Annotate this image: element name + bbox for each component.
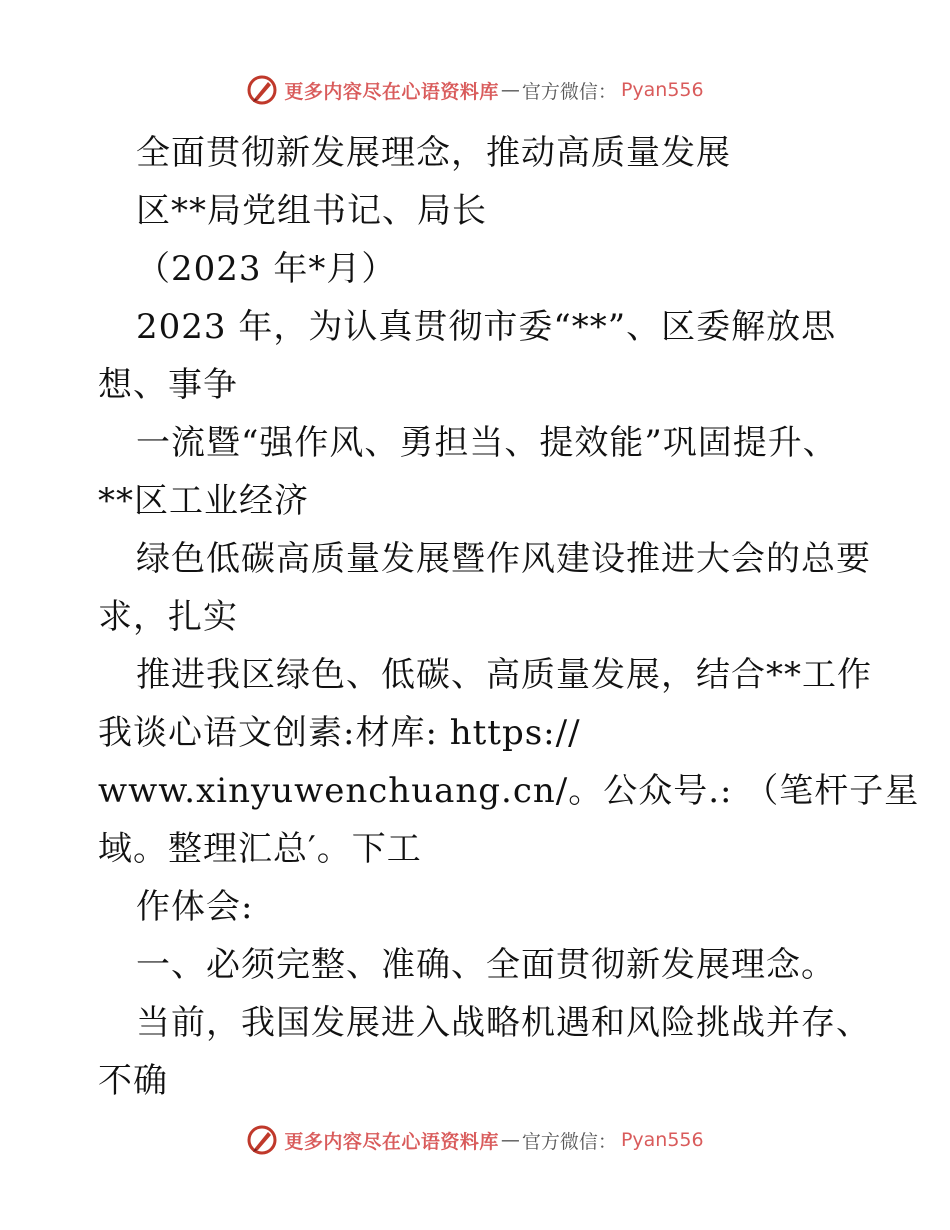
text-line: 我谈心语文创素:材库: https:// bbox=[98, 713, 581, 753]
watermark-text: 更多内容尽在心语资料库 bbox=[284, 80, 499, 103]
text-line: 一流暨“强作风、勇担当、提效能”巩固提升、 bbox=[136, 423, 838, 463]
text-line: www.xinyuwenchuang.cn/。公众号.: （笔杆子星 bbox=[98, 771, 920, 811]
text-line: （2023 年*月） bbox=[136, 249, 397, 289]
text-line: **区工业经济 bbox=[98, 481, 309, 521]
text-line: 推进我区绿色、低碳、高质量发展，结合**工作 bbox=[136, 655, 872, 695]
text-line: 域。整理汇总′。下工 bbox=[98, 829, 422, 869]
text-line: 全面贯彻新发展理念，推动高质量发展 bbox=[136, 133, 731, 173]
text-line: 作体会: bbox=[136, 887, 254, 927]
watermark-separator: — bbox=[500, 1129, 520, 1151]
text-line: 当前，我国发展进入战略机遇和风险挑战并存、 bbox=[136, 1003, 871, 1043]
text-line: 一、必须完整、准确、全面贯彻新发展理念。 bbox=[136, 945, 836, 985]
footer-watermark bbox=[0, 1120, 950, 1160]
watermark-wechat-id: Pyan556 bbox=[620, 1129, 704, 1151]
watermark-text: 更多内容尽在心语资料库 bbox=[284, 1130, 499, 1153]
watermark-wechat-id: Pyan556 bbox=[620, 79, 704, 101]
header-watermark bbox=[0, 70, 950, 110]
document-body bbox=[98, 124, 920, 1110]
pen-logo-icon bbox=[246, 1124, 278, 1156]
pen-logo-icon bbox=[246, 74, 278, 106]
watermark-official-label: 官方微信： bbox=[521, 1130, 617, 1153]
watermark-separator: — bbox=[500, 79, 520, 101]
text-line: 2023 年，为认真贯彻市委“**”、区委解放思 bbox=[136, 307, 837, 347]
text-line: 想、事争 bbox=[98, 365, 238, 405]
watermark-official-label: 官方微信： bbox=[521, 80, 617, 103]
text-line: 绿色低碳高质量发展暨作风建设推进大会的总要 bbox=[136, 539, 871, 579]
text-line: 区**局党组书记、局长 bbox=[136, 191, 487, 231]
text-line: 求，扎实 bbox=[98, 597, 238, 637]
text-line: 不确 bbox=[98, 1061, 168, 1101]
